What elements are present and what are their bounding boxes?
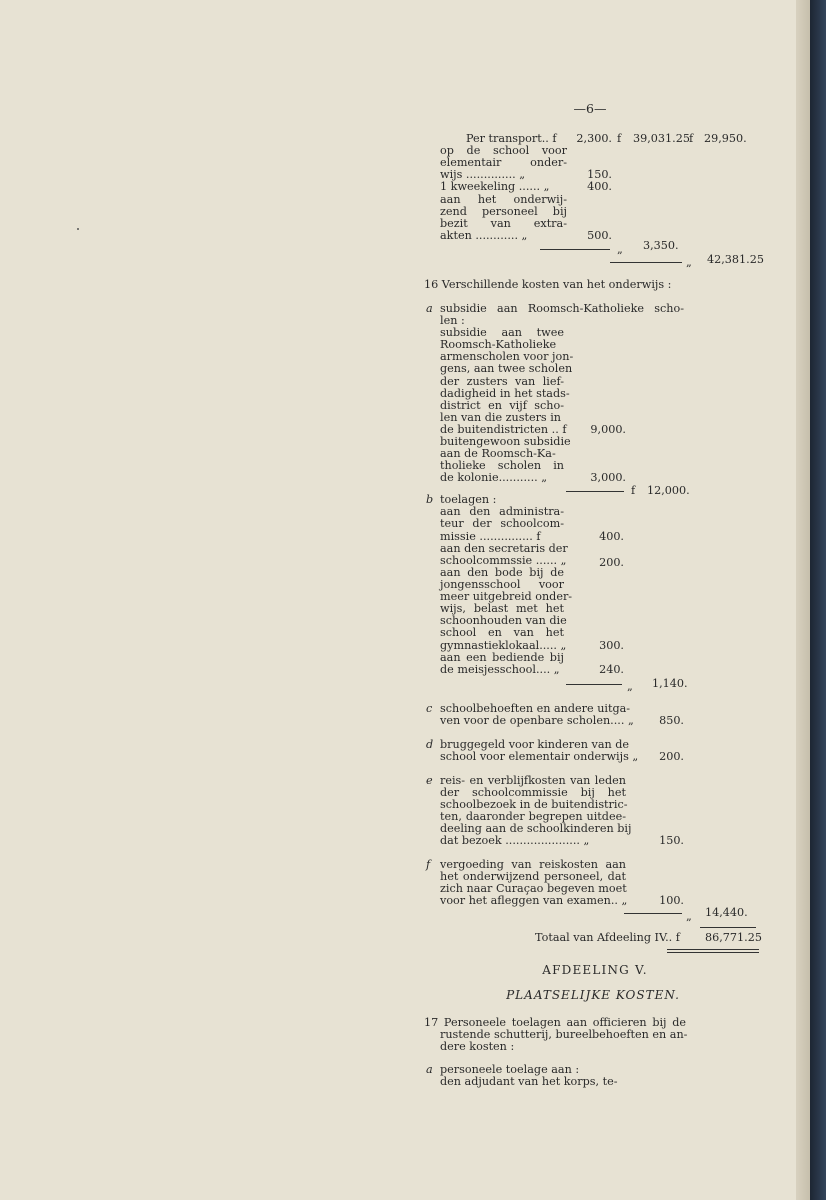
transport-line: zend personeel bij: [440, 205, 567, 218]
item16-b-line: gymnastieklokaal..... „: [440, 639, 567, 652]
item16-total-marker: „: [686, 910, 692, 923]
transport-line: aan het onderwij-: [440, 193, 567, 206]
item16-b-line: de meisjesschool.... „: [440, 663, 560, 676]
item16-f-line: voor het afleggen van examen.. „: [440, 894, 628, 907]
item16-b-line: aan een bediende bij: [440, 651, 564, 664]
item16-b-value-3: 300.: [599, 639, 624, 652]
item16-a-label: a: [426, 302, 433, 315]
item16-b-value-2: 200.: [599, 556, 624, 569]
item16-a-sum-rule: [566, 491, 624, 492]
item17-a-line: den adjudant van het korps, te-: [440, 1075, 618, 1088]
item16-heading: 16 Verschillende kosten van het onderwijs :: [424, 278, 672, 291]
afdeeling-total-label: Totaal van Afdeeling IV.. f: [535, 931, 680, 944]
item16-e-line: dat bezoek ..................... „: [440, 834, 590, 847]
section-total-rule: [700, 927, 756, 928]
item16-e-value: 150.: [659, 834, 684, 847]
item16-b-line: schoolcommssie ...... „: [440, 554, 567, 567]
item16-a-subline: de kolonie........... „: [440, 471, 548, 484]
item16-b-line: wijs, belast met het: [440, 602, 564, 615]
item16-e-line: schoolbezoek in de buitendistric-: [440, 798, 628, 811]
item16-e-line: der schoolcommissie bij het: [440, 786, 626, 799]
transport-amount-3: 29,950.: [704, 132, 747, 145]
afdeeling-v-subtitle: PLAATSELIJKE KOSTEN.: [506, 988, 680, 1002]
page-number: —6—: [573, 101, 607, 116]
transport-total-rule: [610, 262, 682, 263]
item16-a-subline: district en vijf scho-: [440, 399, 564, 412]
item16-b-line: aan den bode bij de: [440, 566, 564, 579]
item16-b-value-4: 240.: [599, 663, 624, 676]
transport-sum: 3,350.: [643, 239, 679, 252]
item16-a-subline: Roomsch-Katholieke: [440, 338, 557, 351]
item16-a-subline: buitengewoon subsidie: [440, 435, 571, 448]
item16-a-sum-marker: f: [631, 484, 636, 497]
item16-a-subline: gens, aan twee scholen: [440, 362, 573, 375]
transport-total-marker: „: [686, 256, 692, 269]
item16-b-label: b: [426, 493, 434, 506]
item16-a-subline: armenscholen voor jon-: [440, 350, 574, 363]
page-edge-shadow: [796, 0, 810, 1200]
item16-d-label: d: [426, 738, 434, 751]
item16-total: 14,440.: [705, 906, 748, 919]
item17-a-line: personeele toelage aan :: [440, 1063, 580, 1076]
transport-value-3: 500.: [587, 229, 612, 242]
item16-d-line: bruggegeld voor kinderen van de: [440, 738, 630, 751]
item16-c-line: ven voor de openbare scholen.... „: [440, 714, 634, 727]
scan-background-edge: [810, 0, 826, 1200]
item16-b-line: jongensschool voor: [440, 578, 564, 591]
item16-a-value-1: 9,000.: [590, 423, 626, 436]
item16-a-subline: dadigheid in het stads-: [440, 387, 570, 400]
item16-b-line: aan den secretaris der: [440, 542, 568, 555]
item16-d-value: 200.: [659, 750, 684, 763]
afdeeling-v-title: AFDEELING V.: [542, 963, 648, 977]
item16-c-label: c: [426, 702, 433, 715]
item16-f-label: f: [426, 858, 431, 871]
item16-f-value: 100.: [659, 894, 684, 907]
item16-a-line: len :: [440, 314, 465, 327]
item16-e-line: reis- en verblijfkosten van leden: [440, 774, 626, 787]
item16-a-subline: subsidie aan twee: [440, 326, 564, 339]
per-transport-label: Per transport.. f: [466, 132, 557, 145]
transport-line: akten ............ „: [440, 229, 528, 242]
item16-e-line: ten, daaronder begrepen uitdee-: [440, 810, 626, 823]
transport-value-2: 400.: [587, 180, 612, 193]
item16-e-line: deeling aan de schoolkinderen bij: [440, 822, 632, 835]
item16-f-line: het onderwijzend personeel, dat: [440, 870, 626, 883]
item16-b-line: schoonhouden van die: [440, 614, 567, 627]
transport-sum-rule: [540, 249, 610, 250]
transport-line: op de school voor: [440, 144, 567, 157]
total-double-rule-top: [667, 949, 759, 950]
item16-b-sum: 1,140.: [652, 677, 688, 690]
item16-f-line: zich naar Curaçao begeven moet: [440, 882, 627, 895]
transport-value-1: 150.: [587, 168, 612, 181]
total-double-rule-bottom: [667, 952, 759, 953]
transport-amount-2: 39,031.25: [633, 132, 690, 145]
item16-b-sum-rule: [566, 684, 622, 685]
item16-b-value-1: 400.: [599, 530, 624, 543]
transport-line: 1 kweekeling ...... „: [440, 180, 550, 193]
item16-f-line: vergoeding van reiskosten aan: [440, 858, 626, 871]
item16-b-line: school en van het: [440, 626, 564, 639]
transport-guilder-2: f: [617, 132, 622, 145]
item16-b-sum-marker: „: [627, 680, 633, 693]
item16-a-subline: tholieke scholen in: [440, 459, 564, 472]
item17-line: rustende schutterij, bureelbehoeften en an-: [440, 1028, 688, 1041]
item16-a-subline: der zusters van lief-: [440, 375, 564, 388]
item16-a-subline: len van die zusters in: [440, 411, 562, 424]
transport-total: 42,381.25: [707, 253, 764, 266]
item16-b-line: meer uitgebreid onder-: [440, 590, 573, 603]
item16-total-rule: [624, 913, 682, 914]
transport-amount-1: 2,300.: [576, 132, 612, 145]
item16-a-line: subsidie aan Roomsch-Katholieke scho-: [440, 302, 684, 315]
item16-e-label: e: [426, 774, 433, 787]
transport-sum-marker: „: [617, 243, 623, 256]
item16-a-subline: de buitendistricten .. f: [440, 423, 567, 436]
item16-b-line: aan den administra-: [440, 505, 564, 518]
item16-b-line: missie ............... f: [440, 530, 541, 543]
item16-a-value-2: 3,000.: [590, 471, 626, 484]
item16-b-line: teur der schoolcom-: [440, 517, 564, 530]
item16-a-subline: aan de Roomsch-Ka-: [440, 447, 556, 460]
transport-line: wijs .............. „: [440, 168, 526, 181]
margin-mark: [77, 228, 79, 230]
item16-a-sum: 12,000.: [647, 484, 690, 497]
item17-line: dere kosten :: [440, 1040, 515, 1053]
transport-line: bezit van extra-: [440, 217, 567, 230]
afdeeling-total-value: 86,771.25: [705, 931, 762, 944]
item16-c-line: schoolbehoeften en andere uitga-: [440, 702, 631, 715]
item16-d-line: school voor elementair onderwijs „: [440, 750, 639, 763]
transport-line: elementair onder-: [440, 156, 567, 169]
item17-a-label: a: [426, 1063, 433, 1076]
item17-line: 17 Personeele toelagen aan officieren bij de: [424, 1016, 686, 1029]
item16-b-line: toelagen :: [440, 493, 497, 506]
transport-guilder-3: f: [689, 132, 694, 145]
item16-c-value: 850.: [659, 714, 684, 727]
